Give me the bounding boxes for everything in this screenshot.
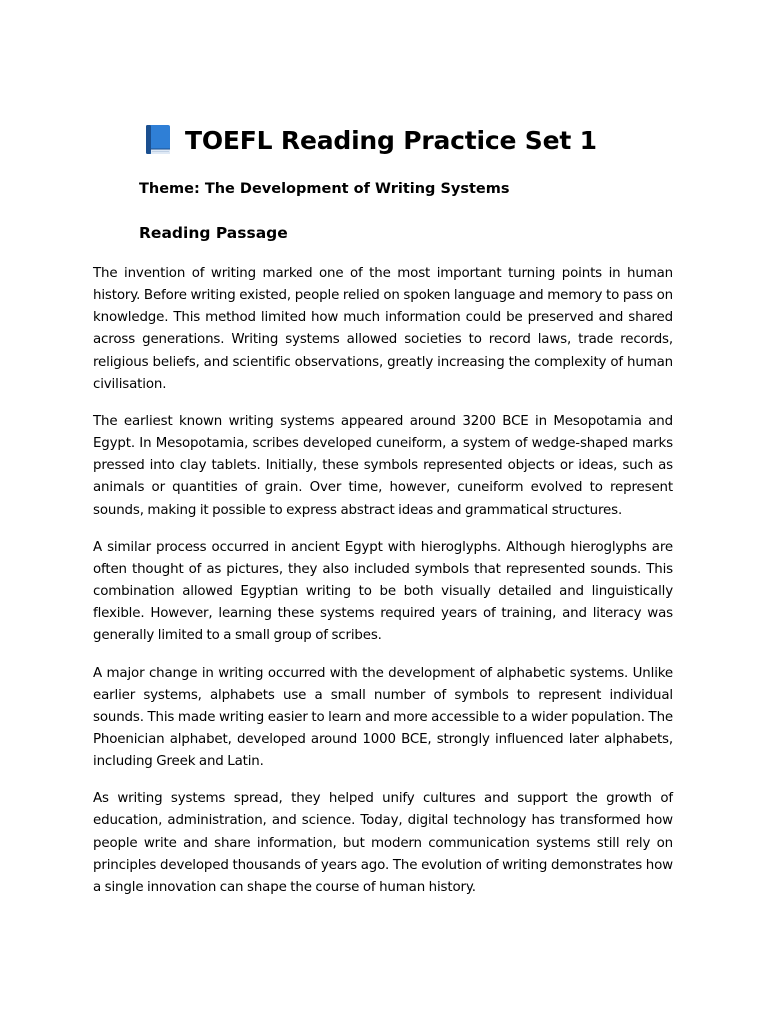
passage-paragraph: As writing systems spread, they helped unify cultures and support the growth of education, administration, and science. Today, digital technology has transformed how people write and share information, but modern communication systems still rely on principles developed thousands of years ago. The evolution of writing demonstrates how a single innovation can shape the course of human history. bbox=[93, 791, 673, 895]
theme-heading: Theme: The Development of Writing Systems bbox=[139, 181, 510, 197]
passage-paragraph: The earliest known writing systems appeared around 3200 BCE in Mesopotamia and Egypt. In Mesopotamia, scribes developed cuneiform, a system of wedge-shaped marks pressed into clay tablets. Initially, these symbols represented objects or ideas, such as animals or quantities of grain. Over time, however, cuneiform evolved to represent sounds, making it possible to express abstract ideas and grammatical structures. bbox=[93, 413, 673, 518]
passage-paragraph: A major change in writing occurred with the development of alphabetic systems. Unlike earlier systems, alphabets use a small number of symbols to represent individual sounds. This made writing easier to learn and more accessible to a wider population. The Phoenician alphabet, developed around 1000 BCE, strongly influenced later alphabets, including Greek and Latin. bbox=[93, 665, 673, 770]
passage-paragraph: A similar process occurred in ancient Egypt with hieroglyphs. Although hieroglyphs are often thought of as pictures, they also included symbols that represented sounds. This combination allowed Egyptian writing to be both visually detailed and linguistically flexible. However, learning these systems required years of training, and literacy was generally limited to a small group of scribes. bbox=[93, 539, 673, 644]
blue-book-icon bbox=[143, 124, 173, 156]
passage-paragraph: The invention of writing marked one of the most important turning points in human history. Before writing existed, people relied on spoken language and memory to pass on knowledge. This method limited how much information could be preserved and shared across generations. Writing systems allowed societies to record laws, trade records, religious beliefs, and scientific observations, greatly increasing the complexity of human civilisation. bbox=[93, 266, 673, 392]
reading-passage-heading: Reading Passage bbox=[139, 224, 288, 242]
reading-passage bbox=[93, 263, 673, 914]
page-title: TOEFL Reading Practice Set 1 bbox=[185, 125, 597, 155]
title-row bbox=[143, 120, 597, 160]
